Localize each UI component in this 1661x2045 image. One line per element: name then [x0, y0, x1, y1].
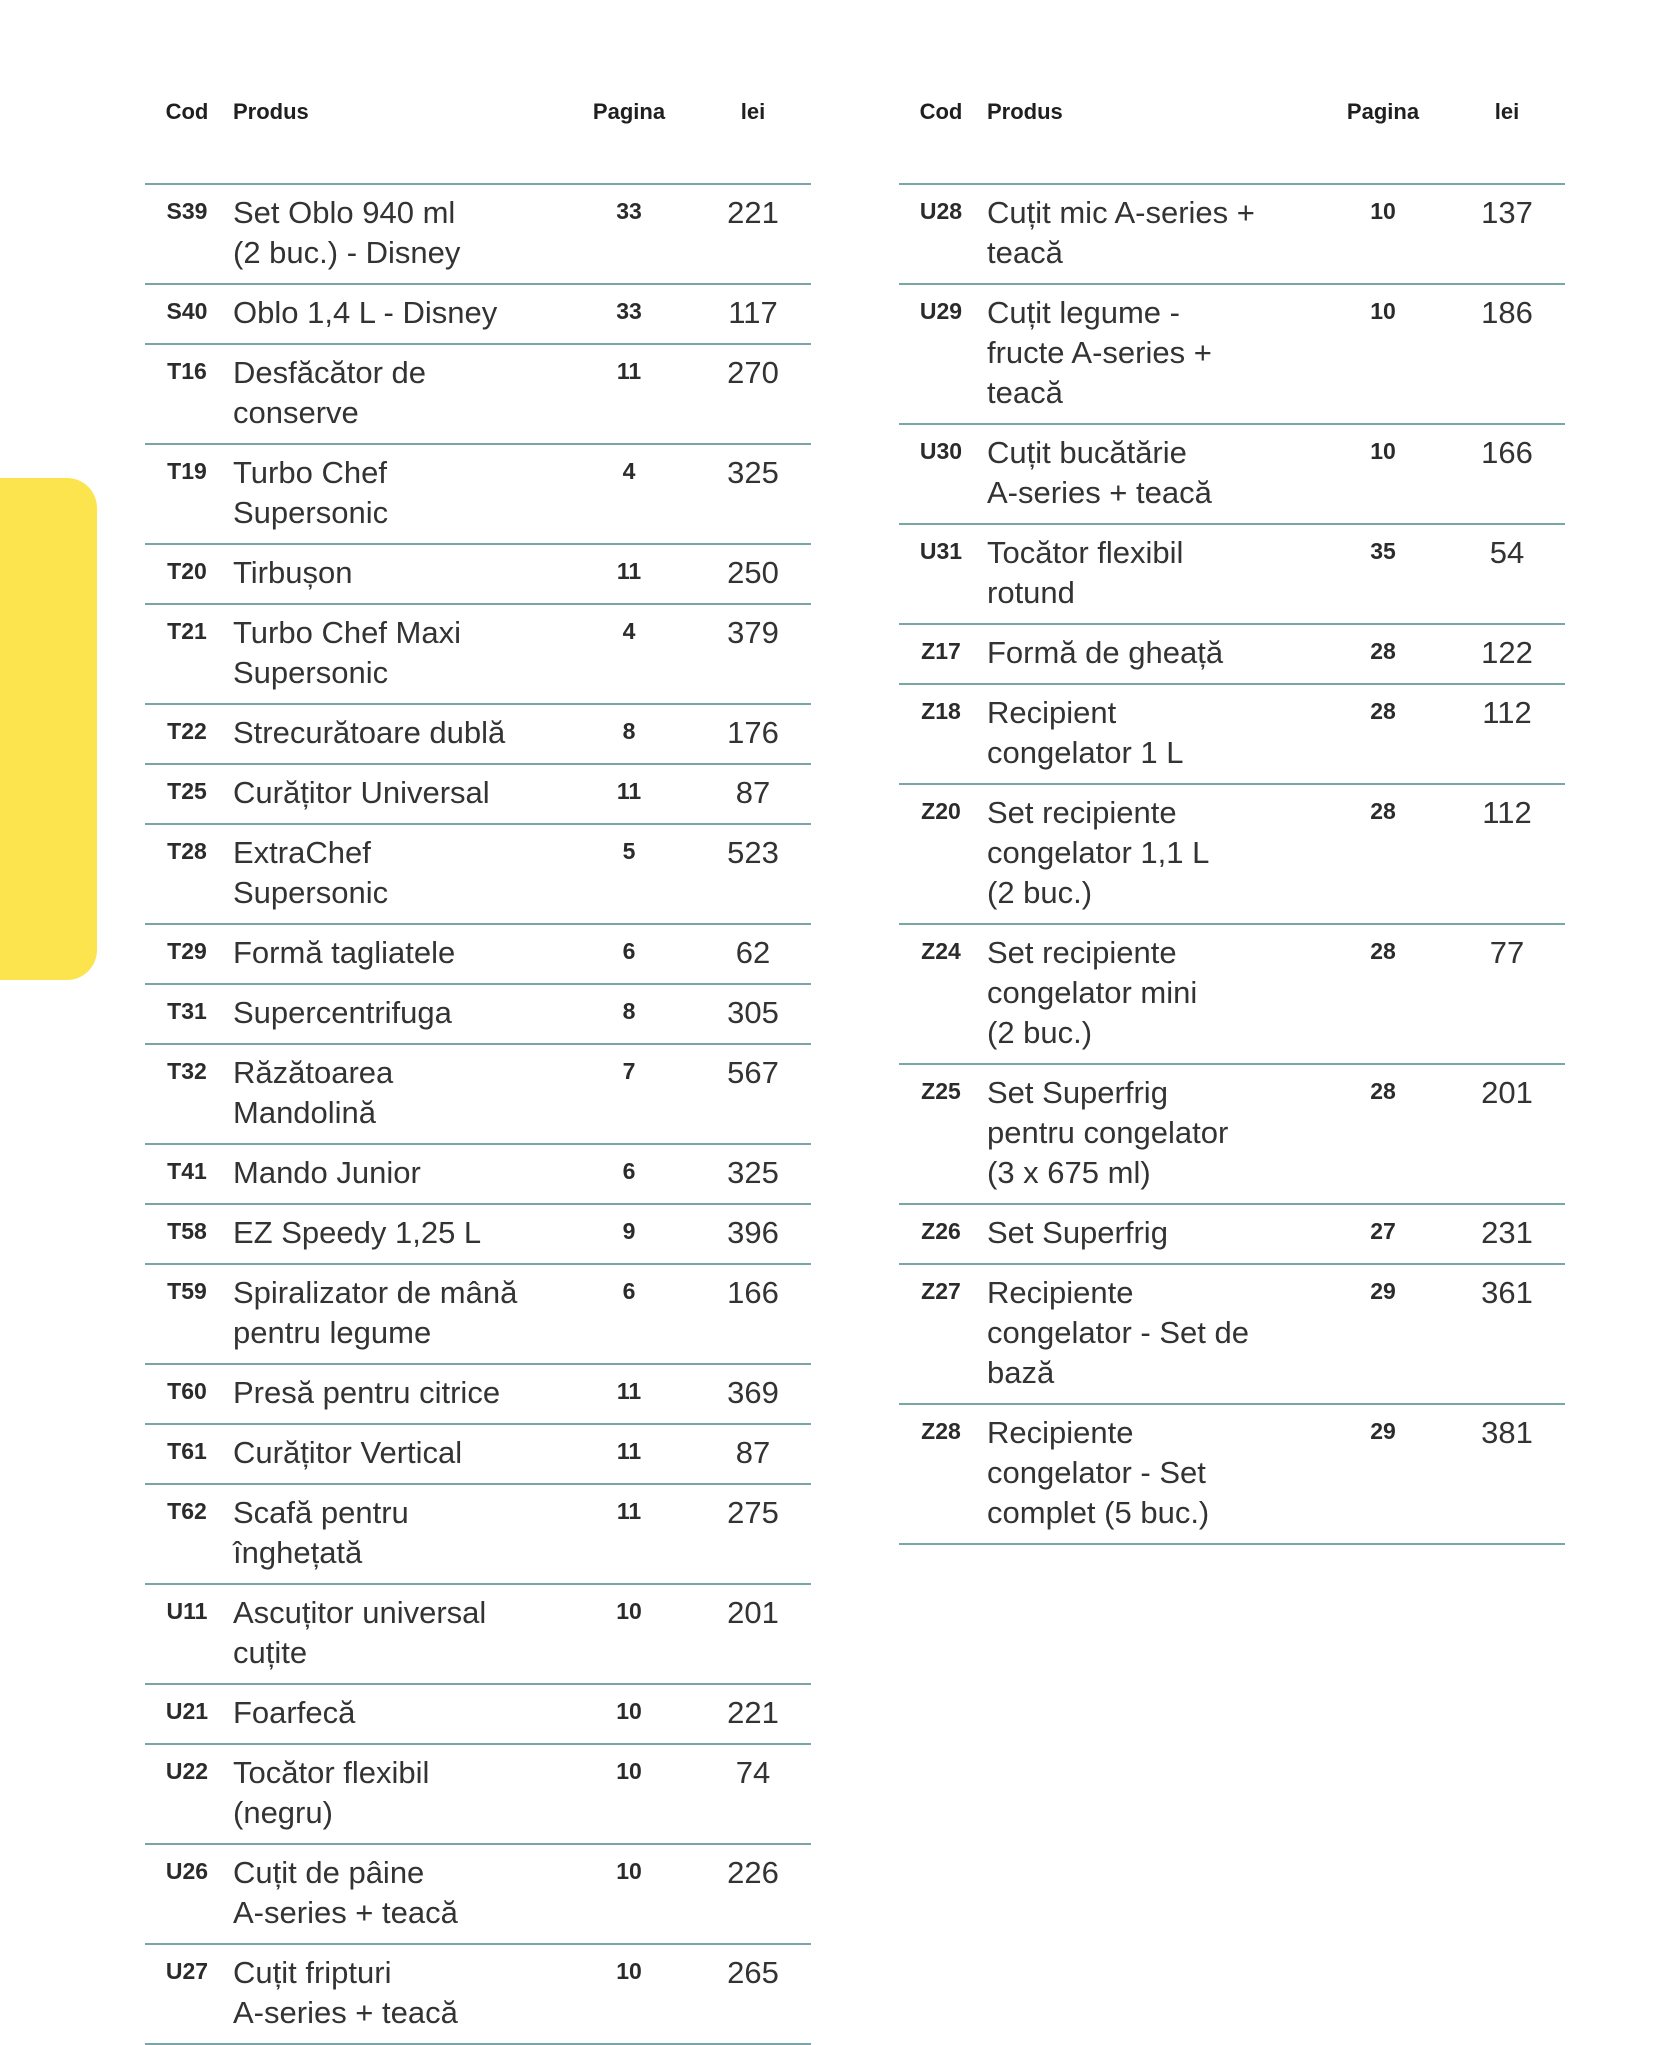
- page-ref: 28: [1317, 624, 1449, 684]
- product-name: Formă tagliatele: [229, 924, 563, 984]
- product-code: U11: [145, 1584, 229, 1684]
- header-row: [899, 92, 1565, 184]
- product-name: Cuțit de pâine A-series + teacă: [229, 1844, 563, 1944]
- price-lei: 226: [695, 1844, 811, 1944]
- index-table-right: [899, 92, 1565, 1545]
- header-cod: Cod: [145, 92, 229, 184]
- table-row: [145, 984, 811, 1044]
- product-code: U31: [899, 524, 983, 624]
- product-name: Mando Junior: [229, 1144, 563, 1204]
- page-ref: 35: [1317, 524, 1449, 624]
- header-row: [145, 92, 811, 184]
- price-lei: 361: [1449, 1264, 1565, 1404]
- header-lei: lei: [695, 92, 811, 184]
- page-ref: 10: [1317, 424, 1449, 524]
- page-ref: 4: [563, 444, 695, 544]
- page-ref: 4: [563, 604, 695, 704]
- table-row: [899, 424, 1565, 524]
- product-name: Scafă pentru înghețată: [229, 1484, 563, 1584]
- product-code: Z17: [899, 624, 983, 684]
- product-name: Supercentrifuga: [229, 984, 563, 1044]
- price-lei: 305: [695, 984, 811, 1044]
- price-lei: 201: [695, 1584, 811, 1684]
- page-ref: 10: [563, 1844, 695, 1944]
- product-name: Presă pentru citrice: [229, 1364, 563, 1424]
- table-row: [899, 624, 1565, 684]
- header-pagina: Pagina: [563, 92, 695, 184]
- product-name: Recipiente congelator - Set complet (5 buc.): [983, 1404, 1317, 1544]
- product-code: T25: [145, 764, 229, 824]
- table-row: [145, 184, 811, 284]
- product-name: Turbo Chef Maxi Supersonic: [229, 604, 563, 704]
- price-lei: 369: [695, 1364, 811, 1424]
- table-row: [145, 344, 811, 444]
- product-name: Curățitor Vertical: [229, 1424, 563, 1484]
- price-lei: 523: [695, 824, 811, 924]
- price-lei: 265: [695, 1944, 811, 2044]
- product-code: Z24: [899, 924, 983, 1064]
- price-lei: 186: [1449, 284, 1565, 424]
- product-code: T32: [145, 1044, 229, 1144]
- price-lei: 396: [695, 1204, 811, 1264]
- product-name: Cuțit legume - fructe A-series + teacă: [983, 284, 1317, 424]
- product-code: T31: [145, 984, 229, 1044]
- product-name: Strecurătoare dublă: [229, 704, 563, 764]
- product-code: U22: [145, 1744, 229, 1844]
- index-table-left: [145, 92, 811, 2045]
- product-code: T21: [145, 604, 229, 704]
- product-code: T61: [145, 1424, 229, 1484]
- product-code: U26: [145, 1844, 229, 1944]
- product-code: U21: [145, 1684, 229, 1744]
- table-row: [145, 604, 811, 704]
- price-lei: 77: [1449, 924, 1565, 1064]
- product-code: T58: [145, 1204, 229, 1264]
- left-table-body: [145, 184, 811, 2044]
- price-lei: 87: [695, 1424, 811, 1484]
- table-row: [145, 1744, 811, 1844]
- price-lei: 166: [1449, 424, 1565, 524]
- product-name: Spiralizator de mână pentru legume: [229, 1264, 563, 1364]
- product-name: Set Superfrig pentru congelator (3 x 675 ml): [983, 1064, 1317, 1204]
- table-row: [145, 444, 811, 544]
- price-lei: 381: [1449, 1404, 1565, 1544]
- product-name: Ascuțitor universal cuțite: [229, 1584, 563, 1684]
- product-code: Z26: [899, 1204, 983, 1264]
- table-row: [899, 524, 1565, 624]
- price-lei: 62: [695, 924, 811, 984]
- product-name: Foarfecă: [229, 1684, 563, 1744]
- price-lei: 325: [695, 1144, 811, 1204]
- product-code: T60: [145, 1364, 229, 1424]
- product-code: Z27: [899, 1264, 983, 1404]
- table-row: [145, 1584, 811, 1684]
- table-row: [145, 1204, 811, 1264]
- page-ref: 11: [563, 1424, 695, 1484]
- product-name: Tocător flexibil (negru): [229, 1744, 563, 1844]
- page-ref: 8: [563, 984, 695, 1044]
- product-name: Curățitor Universal: [229, 764, 563, 824]
- product-name: Cuțit fripturi A-series + teacă: [229, 1944, 563, 2044]
- product-code: T28: [145, 824, 229, 924]
- page-ref: 33: [563, 284, 695, 344]
- product-code: S40: [145, 284, 229, 344]
- price-lei: 325: [695, 444, 811, 544]
- product-code: Z18: [899, 684, 983, 784]
- table-row: [899, 924, 1565, 1064]
- page-ref: 11: [563, 1484, 695, 1584]
- page-number: 56: [31, 1281, 64, 1320]
- price-lei: 112: [1449, 784, 1565, 924]
- page-ref: 11: [563, 544, 695, 604]
- product-code: T22: [145, 704, 229, 764]
- price-lei: 201: [1449, 1064, 1565, 1204]
- product-code: Z25: [899, 1064, 983, 1204]
- product-name: Formă de gheață: [983, 624, 1317, 684]
- header-produs: Produs: [229, 92, 563, 184]
- product-name: ExtraChef Supersonic: [229, 824, 563, 924]
- table-row: [145, 824, 811, 924]
- page-ref: 10: [563, 1684, 695, 1744]
- price-lei: 112: [1449, 684, 1565, 784]
- product-name: Tirbușon: [229, 544, 563, 604]
- price-lei: 137: [1449, 184, 1565, 284]
- price-lei: 231: [1449, 1204, 1565, 1264]
- product-name: EZ Speedy 1,25 L: [229, 1204, 563, 1264]
- section-tab: [0, 478, 97, 1320]
- table-row: [899, 784, 1565, 924]
- price-lei: 176: [695, 704, 811, 764]
- page-ref: 29: [1317, 1264, 1449, 1404]
- product-code: T41: [145, 1144, 229, 1204]
- table-row: [145, 284, 811, 344]
- page-ref: 7: [563, 1044, 695, 1144]
- product-name: Set recipiente congelator mini (2 buc.): [983, 924, 1317, 1064]
- product-name: Oblo 1,4 L - Disney: [229, 284, 563, 344]
- product-code: T29: [145, 924, 229, 984]
- table-row: [899, 1264, 1565, 1404]
- page-ref: 10: [1317, 284, 1449, 424]
- product-code: Z28: [899, 1404, 983, 1544]
- price-lei: 74: [695, 1744, 811, 1844]
- table-row: [145, 1844, 811, 1944]
- product-name: Set recipiente congelator 1,1 L (2 buc.): [983, 784, 1317, 924]
- product-code: Z20: [899, 784, 983, 924]
- page-ref: 5: [563, 824, 695, 924]
- page-ref: 33: [563, 184, 695, 284]
- page-ref: 6: [563, 1264, 695, 1364]
- table-row: [899, 284, 1565, 424]
- page-ref: 10: [563, 1584, 695, 1684]
- right-table-body: [899, 184, 1565, 1544]
- section-tab-text: [31, 1095, 65, 1319]
- price-lei: 221: [695, 184, 811, 284]
- product-code: S39: [145, 184, 229, 284]
- product-code: T16: [145, 344, 229, 444]
- product-name: Recipient congelator 1 L: [983, 684, 1317, 784]
- price-lei: 166: [695, 1264, 811, 1364]
- price-lei: 117: [695, 284, 811, 344]
- table-row: [145, 764, 811, 824]
- table-row: [145, 1944, 811, 2044]
- table-row: [145, 1424, 811, 1484]
- product-code: U29: [899, 284, 983, 424]
- page-ref: 28: [1317, 684, 1449, 784]
- product-name: Turbo Chef Supersonic: [229, 444, 563, 544]
- section-title: CUPRINS: [31, 1094, 64, 1244]
- header-lei: lei: [1449, 92, 1565, 184]
- tab-separator: |: [31, 1257, 64, 1268]
- header-cod: Cod: [899, 92, 983, 184]
- page-ref: 6: [563, 924, 695, 984]
- table-row: [899, 1064, 1565, 1204]
- price-lei: 567: [695, 1044, 811, 1144]
- page-ref: 27: [1317, 1204, 1449, 1264]
- product-code: T62: [145, 1484, 229, 1584]
- table-row: [899, 1204, 1565, 1264]
- price-lei: 122: [1449, 624, 1565, 684]
- product-name: Cuțit mic A-series + teacă: [983, 184, 1317, 284]
- page-ref: 10: [563, 1944, 695, 2044]
- price-lei: 54: [1449, 524, 1565, 624]
- table-row: [145, 1264, 811, 1364]
- product-code: U27: [145, 1944, 229, 2044]
- product-code: U28: [899, 184, 983, 284]
- table-row: [899, 184, 1565, 284]
- price-lei: 270: [695, 344, 811, 444]
- product-name: Tocător flexibil rotund: [983, 524, 1317, 624]
- product-code: T19: [145, 444, 229, 544]
- page-ref: 28: [1317, 784, 1449, 924]
- page-ref: 29: [1317, 1404, 1449, 1544]
- table-row: [899, 684, 1565, 784]
- page-ref: 11: [563, 764, 695, 824]
- price-lei: 250: [695, 544, 811, 604]
- table-row: [145, 1044, 811, 1144]
- page-ref: 10: [1317, 184, 1449, 284]
- price-lei: 379: [695, 604, 811, 704]
- table-row: [145, 704, 811, 764]
- product-name: Set Superfrig: [983, 1204, 1317, 1264]
- product-code: T59: [145, 1264, 229, 1364]
- page-ref: 9: [563, 1204, 695, 1264]
- table-row: [145, 544, 811, 604]
- price-lei: 275: [695, 1484, 811, 1584]
- table-row: [145, 1364, 811, 1424]
- product-name: Recipiente congelator - Set de bază: [983, 1264, 1317, 1404]
- page-ref: 6: [563, 1144, 695, 1204]
- price-lei: 87: [695, 764, 811, 824]
- page-ref: 28: [1317, 924, 1449, 1064]
- product-code: T20: [145, 544, 229, 604]
- table-row: [145, 1484, 811, 1584]
- page-ref: 10: [563, 1744, 695, 1844]
- product-name: Desfăcător de conserve: [229, 344, 563, 444]
- header-pagina: Pagina: [1317, 92, 1449, 184]
- product-name: Set Oblo 940 ml (2 buc.) - Disney: [229, 184, 563, 284]
- table-row: [145, 1144, 811, 1204]
- header-produs: Produs: [983, 92, 1317, 184]
- product-name: Răzătoarea Mandolină: [229, 1044, 563, 1144]
- product-code: U30: [899, 424, 983, 524]
- product-name: Cuțit bucătărie A-series + teacă: [983, 424, 1317, 524]
- table-row: [899, 1404, 1565, 1544]
- table-row: [145, 1684, 811, 1744]
- page-ref: 28: [1317, 1064, 1449, 1204]
- page-ref: 11: [563, 1364, 695, 1424]
- page-ref: 11: [563, 344, 695, 444]
- price-lei: 221: [695, 1684, 811, 1744]
- table-row: [145, 924, 811, 984]
- page-ref: 8: [563, 704, 695, 764]
